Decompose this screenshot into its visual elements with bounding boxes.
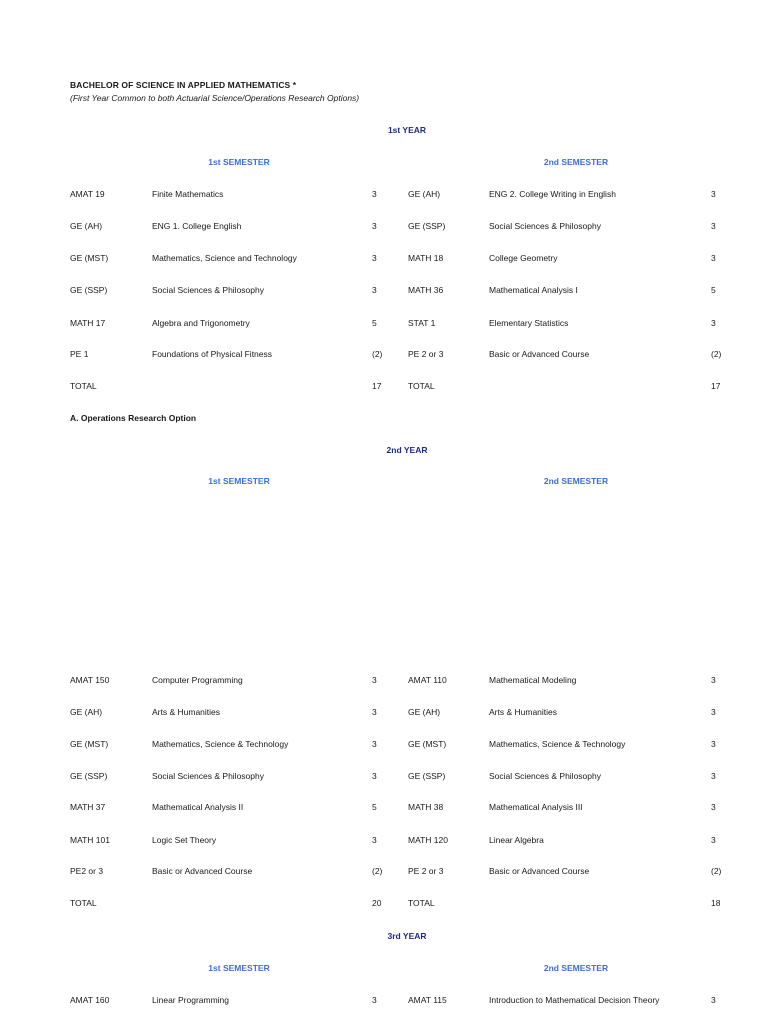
course-code-second-sem: AMAT 110 <box>408 675 447 685</box>
document-title: BACHELOR OF SCIENCE IN APPLIED MATHEMATICS * <box>70 80 297 90</box>
course-units-first-sem: 3 <box>372 739 377 749</box>
course-row <box>0 739 768 751</box>
course-code-second-sem: GE (SSP) <box>408 771 446 781</box>
course-title-second-sem: Elementary Statistics <box>489 318 569 328</box>
course-row <box>0 835 768 847</box>
course-title-second-sem: Social Sciences & Philosophy <box>489 221 601 231</box>
course-row <box>0 285 768 297</box>
course-title-first-sem: Basic or Advanced Course <box>152 866 253 876</box>
course-title-first-sem: Social Sciences & Philosophy <box>152 771 264 781</box>
course-units-second-sem: (2) <box>711 349 722 359</box>
course-title-first-sem: Mathematical Analysis II <box>152 802 244 812</box>
course-code-second-sem: GE (SSP) <box>408 221 446 231</box>
course-units-first-sem: 5 <box>372 318 377 328</box>
course-code-second-sem: MATH 36 <box>408 285 444 295</box>
course-units-first-sem: 3 <box>372 675 377 685</box>
course-code-first-sem: AMAT 150 <box>70 675 110 685</box>
course-title-first-sem: Social Sciences & Philosophy <box>152 285 264 295</box>
course-code-second-sem: MATH 120 <box>408 835 448 845</box>
course-units-second-sem: 3 <box>711 802 716 812</box>
course-title-second-sem: Mathematical Modeling <box>489 675 577 685</box>
course-code-second-sem: AMAT 115 <box>408 995 447 1005</box>
course-title-first-sem: Mathematics, Science and Technology <box>152 253 297 263</box>
course-units-first-sem: 20 <box>372 898 382 908</box>
course-code-first-sem: GE (AH) <box>70 221 103 231</box>
course-units-second-sem: 18 <box>711 898 721 908</box>
document-subtitle: (First Year Common to both Actuarial Science/Operations Research Options) <box>70 93 360 103</box>
course-title-second-sem: Introduction to Mathematical Decision Theory <box>489 995 660 1005</box>
semester-title-first: 1st SEMESTER <box>208 476 270 486</box>
course-row <box>0 675 768 687</box>
course-row <box>0 995 768 1007</box>
course-units-second-sem: (2) <box>711 866 722 876</box>
course-title-second-sem: Basic or Advanced Course <box>489 866 590 876</box>
course-code-second-sem: TOTAL <box>408 898 435 908</box>
course-title-first-sem: Foundations of Physical Fitness <box>152 349 273 359</box>
course-code-second-sem: GE (AH) <box>408 189 441 199</box>
course-title-second-sem: Social Sciences & Philosophy <box>489 771 601 781</box>
course-title-second-sem: Mathematics, Science & Technology <box>489 739 626 749</box>
course-row <box>0 866 768 878</box>
course-code-first-sem: GE (SSP) <box>70 771 108 781</box>
course-units-second-sem: 3 <box>711 318 716 328</box>
course-row <box>0 802 768 814</box>
course-title-second-sem: ENG 2. College Writing in English <box>489 189 616 199</box>
course-title-first-sem: Mathematics, Science & Technology <box>152 739 289 749</box>
course-code-second-sem: GE (MST) <box>408 739 447 749</box>
course-units-second-sem: 3 <box>711 771 716 781</box>
course-units-first-sem: 3 <box>372 285 377 295</box>
course-code-first-sem: MATH 101 <box>70 835 110 845</box>
course-row <box>0 221 768 233</box>
semester-title-second: 2nd SEMESTER <box>543 476 609 486</box>
course-units-second-sem: 3 <box>711 675 716 685</box>
course-row <box>0 189 768 201</box>
course-title-first-sem: Arts & Humanities <box>152 707 221 717</box>
course-title-first-sem: Computer Programming <box>152 675 243 685</box>
option-title: A. Operations Research Option <box>70 413 197 423</box>
course-code-first-sem: GE (MST) <box>70 253 109 263</box>
course-units-first-sem: 3 <box>372 995 377 1005</box>
course-title-second-sem: Mathematical Analysis I <box>489 285 578 295</box>
course-title-second-sem: Mathematical Analysis III <box>489 802 583 812</box>
course-title-first-sem: ENG 1. College English <box>152 221 242 231</box>
year-title: 2nd YEAR <box>386 445 428 455</box>
course-units-second-sem: 3 <box>711 189 716 199</box>
course-title-second-sem: College Geometry <box>489 253 558 263</box>
course-title-first-sem: Logic Set Theory <box>152 835 217 845</box>
course-code-first-sem: GE (AH) <box>70 707 103 717</box>
course-code-second-sem: STAT 1 <box>408 318 436 328</box>
course-code-first-sem: AMAT 160 <box>70 995 110 1005</box>
course-units-first-sem: (2) <box>372 349 383 359</box>
course-code-first-sem: TOTAL <box>70 381 97 391</box>
semester-title-first: 1st SEMESTER <box>208 963 270 973</box>
course-row <box>0 253 768 265</box>
semester-title-second: 2nd SEMESTER <box>543 157 609 167</box>
course-code-first-sem: MATH 37 <box>70 802 106 812</box>
course-code-second-sem: GE (AH) <box>408 707 441 717</box>
course-code-first-sem: AMAT 19 <box>70 189 105 199</box>
course-units-second-sem: 5 <box>711 285 716 295</box>
course-title-first-sem: Algebra and Trigonometry <box>152 318 250 328</box>
course-units-first-sem: 3 <box>372 189 377 199</box>
course-row <box>0 349 768 361</box>
course-code-second-sem: MATH 18 <box>408 253 444 263</box>
course-units-second-sem: 3 <box>711 707 716 717</box>
year-title: 1st YEAR <box>387 125 427 135</box>
course-units-first-sem: 3 <box>372 771 377 781</box>
course-code-second-sem: MATH 38 <box>408 802 444 812</box>
course-units-second-sem: 3 <box>711 995 716 1005</box>
course-code-second-sem: PE 2 or 3 <box>408 866 444 876</box>
course-code-second-sem: TOTAL <box>408 381 435 391</box>
course-units-first-sem: 3 <box>372 835 377 845</box>
course-title-first-sem: Linear Programming <box>152 995 230 1005</box>
course-code-first-sem: PE 1 <box>70 349 89 359</box>
semester-title-first: 1st SEMESTER <box>208 157 270 167</box>
course-row <box>0 771 768 783</box>
course-units-first-sem: 3 <box>372 707 377 717</box>
course-row <box>0 898 768 910</box>
course-units-second-sem: 3 <box>711 221 716 231</box>
course-units-second-sem: 3 <box>711 253 716 263</box>
course-units-first-sem: 5 <box>372 802 377 812</box>
semester-title-second: 2nd SEMESTER <box>543 963 609 973</box>
course-units-second-sem: 3 <box>711 835 716 845</box>
course-row <box>0 707 768 719</box>
course-units-first-sem: 3 <box>372 221 377 231</box>
course-units-first-sem: 17 <box>372 381 382 391</box>
course-row <box>0 381 768 393</box>
course-code-first-sem: MATH 17 <box>70 318 106 328</box>
course-units-second-sem: 17 <box>711 381 721 391</box>
course-title-second-sem: Linear Algebra <box>489 835 544 845</box>
course-title-second-sem: Arts & Humanities <box>489 707 558 717</box>
year-title: 3rd YEAR <box>387 931 427 941</box>
course-units-second-sem: 3 <box>711 739 716 749</box>
course-code-first-sem: PE2 or 3 <box>70 866 104 876</box>
course-units-first-sem: 3 <box>372 253 377 263</box>
course-code-first-sem: TOTAL <box>70 898 97 908</box>
course-code-first-sem: GE (SSP) <box>70 285 108 295</box>
course-code-second-sem: PE 2 or 3 <box>408 349 444 359</box>
course-row <box>0 318 768 330</box>
course-units-first-sem: (2) <box>372 866 383 876</box>
course-title-first-sem: Finite Mathematics <box>152 189 224 199</box>
course-code-first-sem: GE (MST) <box>70 739 109 749</box>
course-title-second-sem: Basic or Advanced Course <box>489 349 590 359</box>
